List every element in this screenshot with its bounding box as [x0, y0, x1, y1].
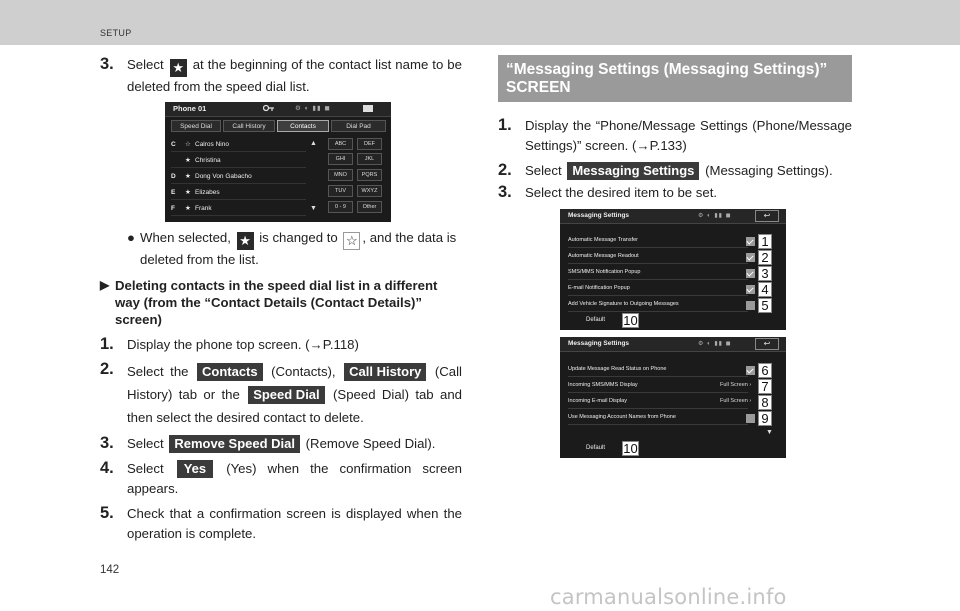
step-1	[100, 335, 462, 355]
contact-row[interactable]	[171, 201, 306, 216]
step-text: Display the “Phone/Message Settings (Phone/Message Settings)” screen. (→P.133)	[525, 118, 852, 153]
checkbox[interactable]	[746, 366, 755, 375]
msg-title: Messaging Settings	[568, 340, 630, 347]
key-icon	[263, 103, 275, 115]
step-number: 3.	[100, 434, 114, 452]
contact-row[interactable]	[171, 185, 306, 200]
star-outline-icon[interactable]: ☆	[185, 141, 191, 148]
star-filled-icon: ★	[170, 59, 187, 77]
step-text-a: Select	[525, 163, 562, 178]
note-text-c: , and the data is deleted from the list.	[140, 230, 457, 267]
contacts-button: Contacts	[197, 363, 263, 381]
section-title: “Messaging Settings (Messaging Settings)” SCREEN	[498, 55, 852, 102]
index-key[interactable]: GHI	[328, 153, 353, 165]
setting-value[interactable]: Full Screen ›	[720, 382, 752, 388]
watermark: carmanualsonline.info	[550, 585, 787, 609]
messaging-settings-button: Messaging Settings	[567, 162, 699, 180]
index-letter: C	[171, 141, 176, 148]
call-history-button: Call History	[344, 363, 426, 381]
tab-call-history[interactable]: Call History	[223, 120, 275, 132]
step-text-b: (Yes) when the confirmation screen appears.	[127, 461, 462, 496]
step-text-a: Select	[127, 461, 164, 476]
status-icons: ⚙ ◐ ▮▮ ◼	[698, 341, 732, 347]
index-key[interactable]: TUV	[328, 185, 353, 197]
remove-speed-dial-button: Remove Speed Dial	[169, 435, 300, 453]
tab-speed-dial[interactable]: Speed Dial	[171, 120, 221, 132]
step-text-post: at the beginning of the contact list name to be deleted from the speed dial list.	[127, 57, 462, 94]
messaging-settings-screenshot-1	[560, 209, 786, 330]
index-letter: F	[171, 205, 175, 212]
step-number: 2.	[100, 360, 114, 378]
step-2	[100, 360, 462, 429]
setting-item[interactable]: Incoming E-mail Display	[568, 394, 748, 409]
callout-number: 2	[758, 250, 772, 265]
step-4	[100, 459, 462, 499]
contact-row[interactable]	[171, 153, 306, 168]
step-number: 3.	[100, 55, 114, 73]
step-text: Select the desired item to be set.	[525, 185, 718, 200]
callout-number: 7	[758, 379, 772, 394]
step-number: 2.	[498, 161, 512, 179]
default-button[interactable]: Default	[586, 317, 606, 323]
star-outline-icon: ☆	[343, 232, 360, 250]
index-key[interactable]: Other	[357, 201, 382, 213]
bullet-dot: ●	[127, 230, 135, 245]
callout-number: 6	[758, 363, 772, 378]
star-filled-icon[interactable]: ★	[185, 157, 191, 164]
step-2	[498, 161, 852, 181]
contact-name: Frank	[195, 205, 212, 212]
callout-number: 10	[623, 313, 638, 328]
checkbox[interactable]	[746, 285, 755, 294]
speed-dial-button: Speed Dial	[248, 386, 324, 404]
tab-contacts[interactable]: Contacts	[277, 120, 329, 132]
checkbox[interactable]	[746, 253, 755, 262]
step-text-b: (Contacts),	[271, 364, 336, 379]
back-button[interactable]: ↩	[755, 338, 779, 350]
callout-number: 8	[758, 395, 772, 410]
checkbox[interactable]	[746, 237, 755, 246]
note-text-a: When selected,	[140, 230, 231, 245]
setting-item[interactable]: Incoming SMS/MMS Display	[568, 378, 748, 393]
setting-item[interactable]: E-mail Notification Popup	[568, 281, 748, 296]
msg-title: Messaging Settings	[568, 212, 630, 219]
step-number: 3.	[498, 183, 512, 201]
setting-item[interactable]: Automatic Message Transfer	[568, 233, 748, 248]
setting-item[interactable]: Add Vehicle Signature to Outgoing Messages	[568, 297, 748, 312]
step-3-select-star	[100, 55, 462, 97]
index-key[interactable]: DEF	[357, 138, 382, 150]
star-filled-icon[interactable]: ★	[185, 205, 191, 212]
index-key[interactable]: 0 - 9	[328, 201, 353, 213]
contact-row[interactable]	[171, 169, 306, 184]
step-text: Display the phone top screen. (→P.118)	[127, 337, 359, 352]
phone-title: Phone 01	[173, 104, 207, 113]
step-number: 4.	[100, 459, 114, 477]
contact-name: Calros Nino	[195, 141, 229, 148]
status-icons: ⚙ ◐ ▮▮ ◼	[295, 105, 331, 112]
phone-screen-screenshot	[165, 102, 391, 222]
contact-row[interactable]	[171, 137, 306, 152]
header-bar	[0, 0, 960, 45]
index-key[interactable]: JKL	[357, 153, 382, 165]
scroll-down-arrow[interactable]: ▼	[766, 429, 773, 436]
note-text-b: is changed to	[259, 230, 338, 245]
callout-number: 10	[623, 441, 638, 456]
status-icons: ⚙ ◐ ▮▮ ◼	[698, 213, 732, 219]
checkbox[interactable]	[746, 301, 755, 310]
msg-title-bar	[560, 209, 786, 224]
setting-value[interactable]: Full Screen ›	[720, 398, 752, 404]
index-letter: E	[171, 189, 176, 196]
subheading-text: Deleting contacts in the speed dial list in a different way (from the “Contact Details (Contact Details)” screen)	[115, 278, 438, 327]
index-key[interactable]: PQRS	[357, 169, 382, 181]
callout-number: 1	[758, 234, 772, 249]
step-3	[498, 183, 852, 203]
note-bullet	[100, 228, 462, 269]
back-button[interactable]: ↩	[755, 210, 779, 222]
step-number: 5.	[100, 504, 114, 522]
contact-name: Christina	[195, 157, 221, 164]
step-text-c: (Call History) tab or the	[127, 364, 462, 402]
scroll-down-arrow[interactable]: ▼	[310, 205, 317, 212]
star-filled-icon[interactable]: ★	[185, 189, 191, 196]
setting-item[interactable]: Automatic Message Readout	[568, 249, 748, 264]
triangle-right-icon: ▶	[100, 278, 110, 292]
scroll-up-arrow[interactable]: ▲	[310, 140, 317, 147]
messaging-settings-screenshot-2	[560, 337, 786, 458]
right-column	[498, 55, 852, 458]
step-number: 1.	[498, 116, 512, 134]
step-5	[100, 504, 462, 544]
left-column	[100, 55, 462, 544]
default-button[interactable]: Default	[586, 445, 606, 451]
phone-title-bar	[165, 102, 391, 117]
checkbox[interactable]	[746, 414, 755, 423]
contact-name: Dong Von Gabacho	[195, 173, 252, 180]
step-1	[498, 116, 852, 156]
step-3-remove	[100, 434, 462, 454]
index-key[interactable]: ABC	[328, 138, 353, 150]
contact-name: Elizabes	[195, 189, 220, 196]
setting-item[interactable]: Use Messaging Account Names from Phone	[568, 410, 748, 425]
star-filled-icon[interactable]: ★	[185, 173, 191, 180]
checkbox[interactable]	[746, 269, 755, 278]
step-text-b: (Messaging Settings).	[705, 163, 833, 178]
tab-dial-pad[interactable]: Dial Pad	[331, 120, 386, 132]
index-key[interactable]: WXYZ	[357, 185, 382, 197]
section-label: SETUP	[100, 28, 132, 38]
subheading-delete-alt	[100, 277, 462, 328]
step-text-a: Select the	[127, 364, 189, 379]
callout-number: 3	[758, 266, 772, 281]
step-text: Check that a confirmation screen is displayed when the operation is complete.	[127, 506, 462, 541]
page-number: 142	[100, 564, 120, 576]
callout-number: 9	[758, 411, 772, 426]
step-text-b: (Remove Speed Dial).	[305, 436, 436, 451]
step-text-d: (Speed Dial) tab and then select the desired contact to delete.	[127, 387, 462, 425]
step-text-a: Select	[127, 436, 164, 451]
index-letter: D	[171, 173, 176, 180]
setting-item[interactable]: SMS/MMS Notification Popup	[568, 265, 748, 280]
phone-tabs	[171, 120, 386, 132]
step-text-pre: Select	[127, 57, 164, 72]
callout-number: 5	[758, 298, 772, 313]
mail-icon	[363, 105, 373, 112]
setting-item[interactable]: Update Message Read Status on Phone	[568, 362, 748, 377]
index-key[interactable]: MNO	[328, 169, 353, 181]
star-filled-icon: ★	[237, 232, 254, 250]
yes-button: Yes	[177, 460, 213, 478]
callout-number: 4	[758, 282, 772, 297]
msg-title-bar	[560, 337, 786, 352]
step-number: 1.	[100, 335, 114, 353]
